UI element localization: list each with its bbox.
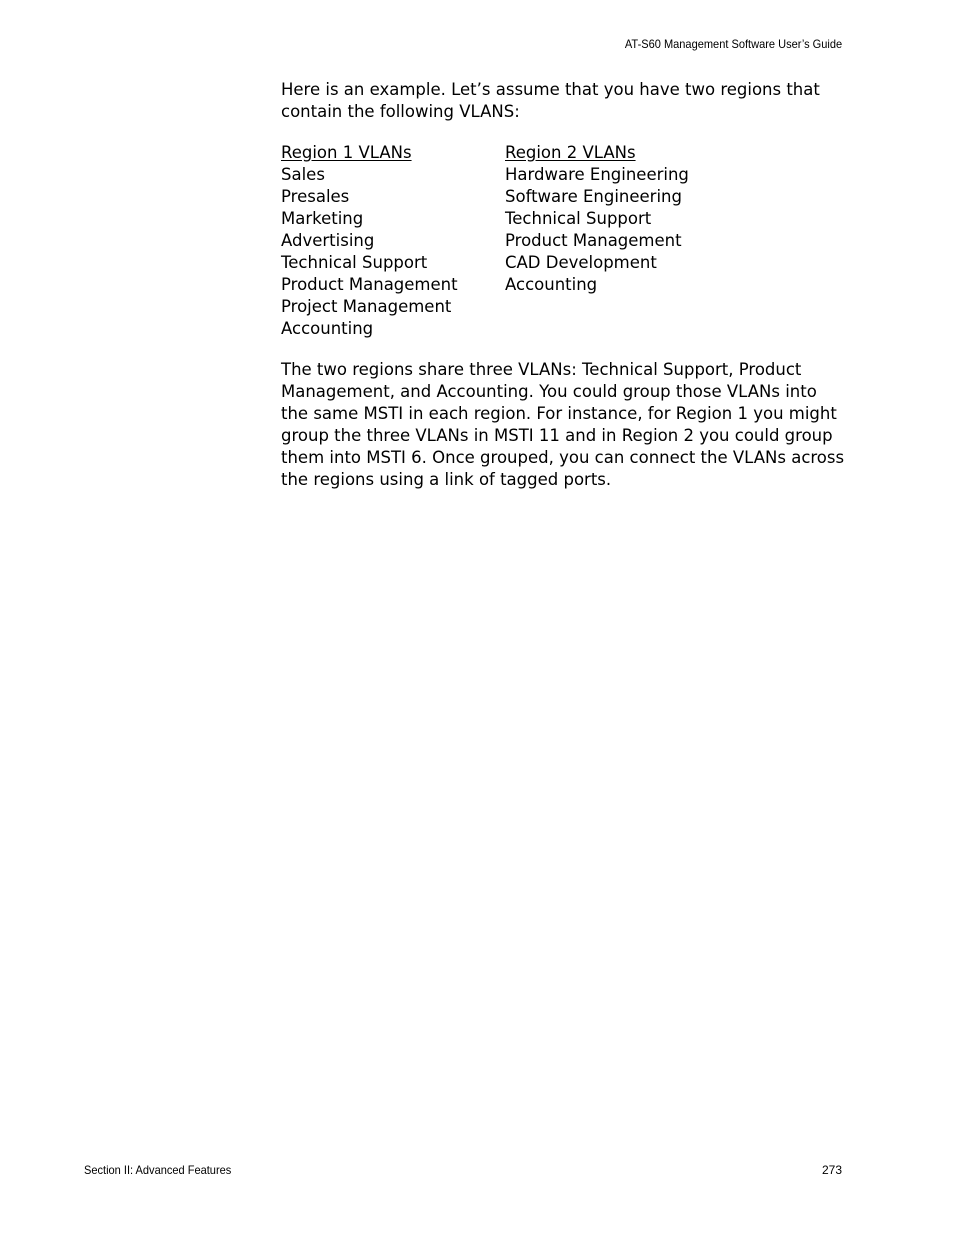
page-content <box>281 79 846 491</box>
region-1-vlan: Marketing <box>281 209 364 228</box>
region-2-vlan: Hardware Engineering <box>505 165 689 184</box>
region-1-heading: Region 1 VLANs <box>281 143 412 162</box>
running-header: AT-S60 Management Software User’s Guide <box>624 37 842 51</box>
region-1-vlan: Accounting <box>281 319 374 338</box>
region-2-heading: Region 2 VLANs <box>505 143 636 162</box>
intro-paragraph: Here is an example. Let’s assume that you have two regions that contain the following VLANS: <box>281 80 820 121</box>
region-2-vlan: Technical Support <box>505 209 652 228</box>
explanation-paragraph: The two regions share three VLANs: Technical Support, Product Management, and Accounting. You could group those VLANs into the same MSTI in each region. For instance, for Region 1 you might group the three VLANs in MSTI 11 and in Region 2 you could group them into MSTI 6. Once grouped, you can connect the VLANs across the regions using a link of tagged ports. <box>281 360 845 489</box>
running-footer <box>84 1163 842 1177</box>
footer-section-title: Section II: Advanced Features <box>84 1163 232 1177</box>
region-1-vlan: Product Management <box>281 275 458 294</box>
region-2-vlan: CAD Development <box>505 253 657 272</box>
region-2-column <box>505 142 805 340</box>
region-1-vlan: Technical Support <box>281 253 428 272</box>
page-number: 273 <box>821 1163 842 1177</box>
region-1-vlan: Project Management <box>281 297 452 316</box>
region-2-vlan: Product Management <box>505 231 682 250</box>
vlan-region-table <box>281 142 846 340</box>
region-2-vlan: Accounting <box>505 275 598 294</box>
region-1-vlan: Sales <box>281 165 325 184</box>
region-2-vlan: Software Engineering <box>505 187 682 206</box>
region-1-column <box>281 142 505 340</box>
region-1-vlan: Advertising <box>281 231 375 250</box>
region-1-vlan: Presales <box>281 187 350 206</box>
